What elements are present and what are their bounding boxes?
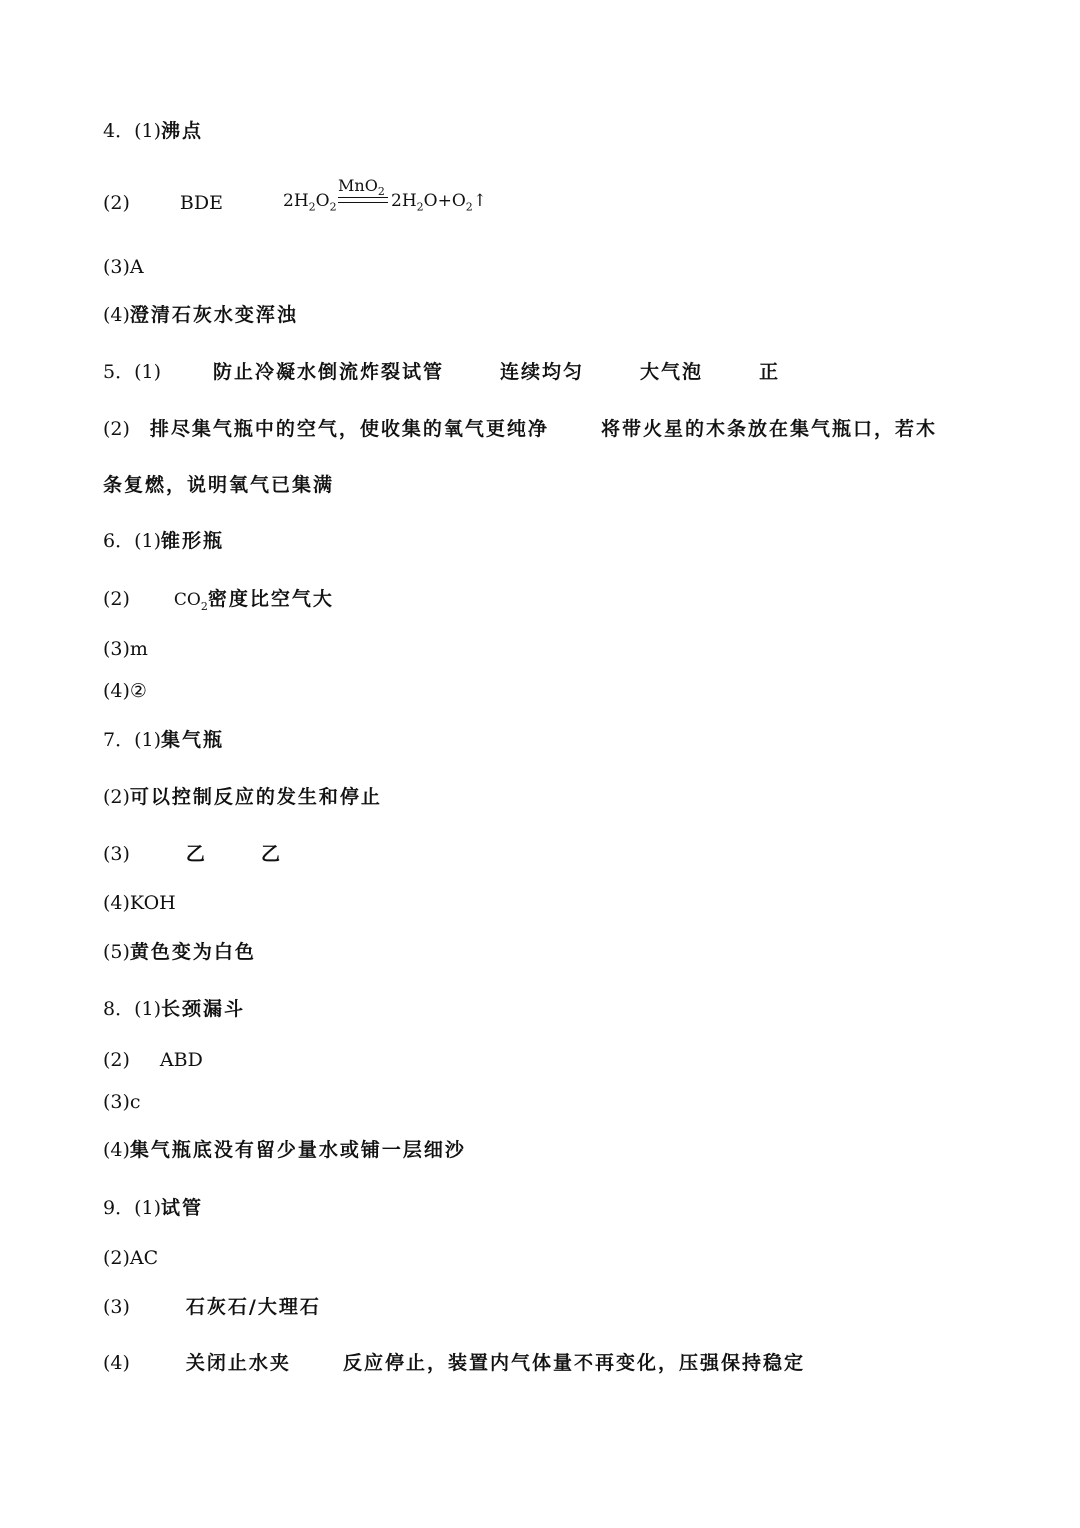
q5-answer-1: 5．(1) 防止冷凝水倒流炸裂试管 连续均匀 大气泡 正: [103, 361, 781, 383]
q7-answer-4: (4)KOH: [103, 892, 176, 914]
q5-answer-2-continued: 条复燃，说明氧气已集满: [103, 474, 335, 496]
q6-answer-3: (3)m: [103, 638, 148, 660]
equation-catalyst: MnO$_2$: [338, 176, 385, 199]
q4-answer-2: (2) BDE: [103, 192, 223, 214]
equation-reactant: $2H_2O_2$: [283, 191, 337, 214]
q9-answer-3: (3) 石灰石/大理石: [103, 1296, 321, 1318]
equation-product: $2H_2O+O_2↑$: [391, 191, 488, 214]
q6-answer-1: 6．(1)锥形瓶: [103, 530, 225, 552]
q8-answer-2: (2) ABD: [103, 1049, 203, 1071]
chemical-equation: [283, 176, 503, 216]
q7-answer-2: (2)可以控制反应的发生和停止: [103, 786, 382, 808]
q9-answer-1: 9．(1)试管: [103, 1197, 204, 1219]
q4-answer-1: 4．(1)沸点: [103, 120, 204, 142]
q6-answer-4: (4)②: [103, 680, 147, 702]
q8-answer-3: (3)c: [103, 1091, 141, 1113]
q6-answer-2: (2) $CO_2$密度比空气大: [103, 588, 334, 613]
q9-answer-2: (2)AC: [103, 1247, 159, 1269]
q8-answer-4: (4)集气瓶底没有留少量水或铺一层细沙: [103, 1139, 466, 1161]
q5-answer-2: (2) 排尽集气瓶中的空气，使收集的氧气更纯净 将带火星的木条放在集气瓶口，若木: [103, 418, 937, 440]
q4-answer-4: (4)澄清石灰水变浑浊: [103, 304, 298, 326]
q7-answer-5: (5)黄色变为白色: [103, 941, 256, 963]
q7-answer-3: (3) 乙 乙: [103, 843, 282, 865]
q9-answer-4: (4) 关闭止水夹 反应停止，装置内气体量不再变化，压强保持稳定: [103, 1352, 805, 1374]
equation-equals-sign: [338, 197, 388, 203]
q4-answer-3: (3)A: [103, 256, 144, 278]
q7-answer-1: 7．(1)集气瓶: [103, 729, 225, 751]
q8-answer-1: 8．(1)长颈漏斗: [103, 998, 246, 1020]
